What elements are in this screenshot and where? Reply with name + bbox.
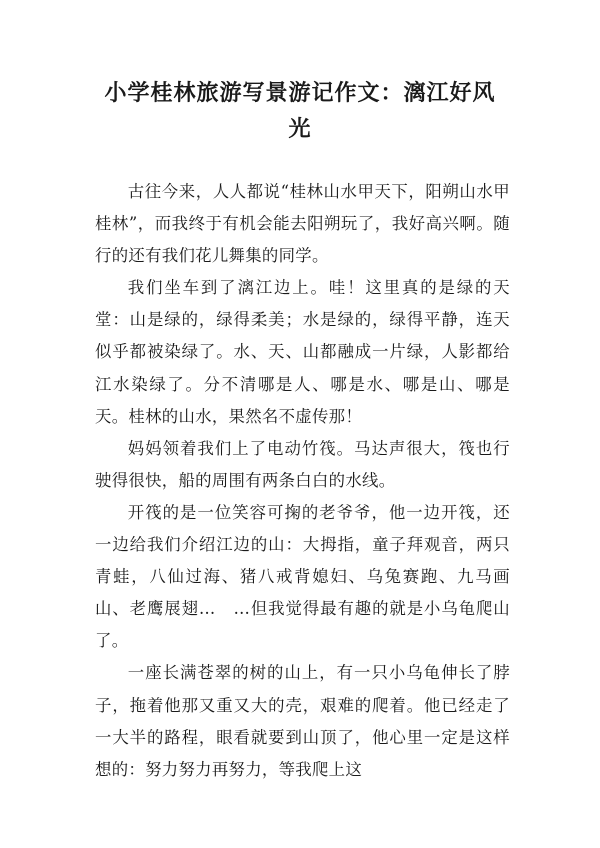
paragraph: 一座长满苍翠的树的山上，有一只小乌龟伸长了脖子，拖着他那又重又大的壳，艰难的爬着。他已经走了一大半的路程，眼看就要到山顶了，他心里一定是这样想的：努力努力再努力，等我爬上这 bbox=[95, 663, 510, 779]
paragraph: 古往今来，人人都说“桂林山水甲天下，阳朔山水甲桂林”，而我终于有机会能去阳朔玩了，我好高兴啊。随行的还有我们花儿舞集的同学。 bbox=[95, 182, 510, 266]
paragraph: 妈妈领着我们上了电动竹筏。马达声很大，筏也行驶得很快，船的周围有两条白白的水线。 bbox=[95, 438, 510, 490]
document-body bbox=[95, 176, 510, 786]
document-title: 小学桂林旅游写景游记作文：漓江好风光 bbox=[104, 81, 496, 142]
paragraph: 我们坐车到了漓江边上。哇！这里真的是绿的天堂：山是绿的，绿得柔美；水是绿的，绿得平静，连天似乎都被染绿了。水、天、山都融成一片绿，人影都给江水染绿了。分不清哪是人、哪是水、哪是山、哪是天。桂林的山水，果然名不虚传那！ bbox=[95, 278, 510, 426]
paragraph: 开筏的是一位笑容可掬的老爷爷，他一边开筏，还一边给我们介绍江边的山：大拇指，童子拜观音，两只青蛙，八仙过海、猪八戒背媳妇、乌兔赛跑、九马画山、老鹰展翅… …但我觉得最有趣的就是小乌龟爬山了。 bbox=[95, 502, 510, 651]
